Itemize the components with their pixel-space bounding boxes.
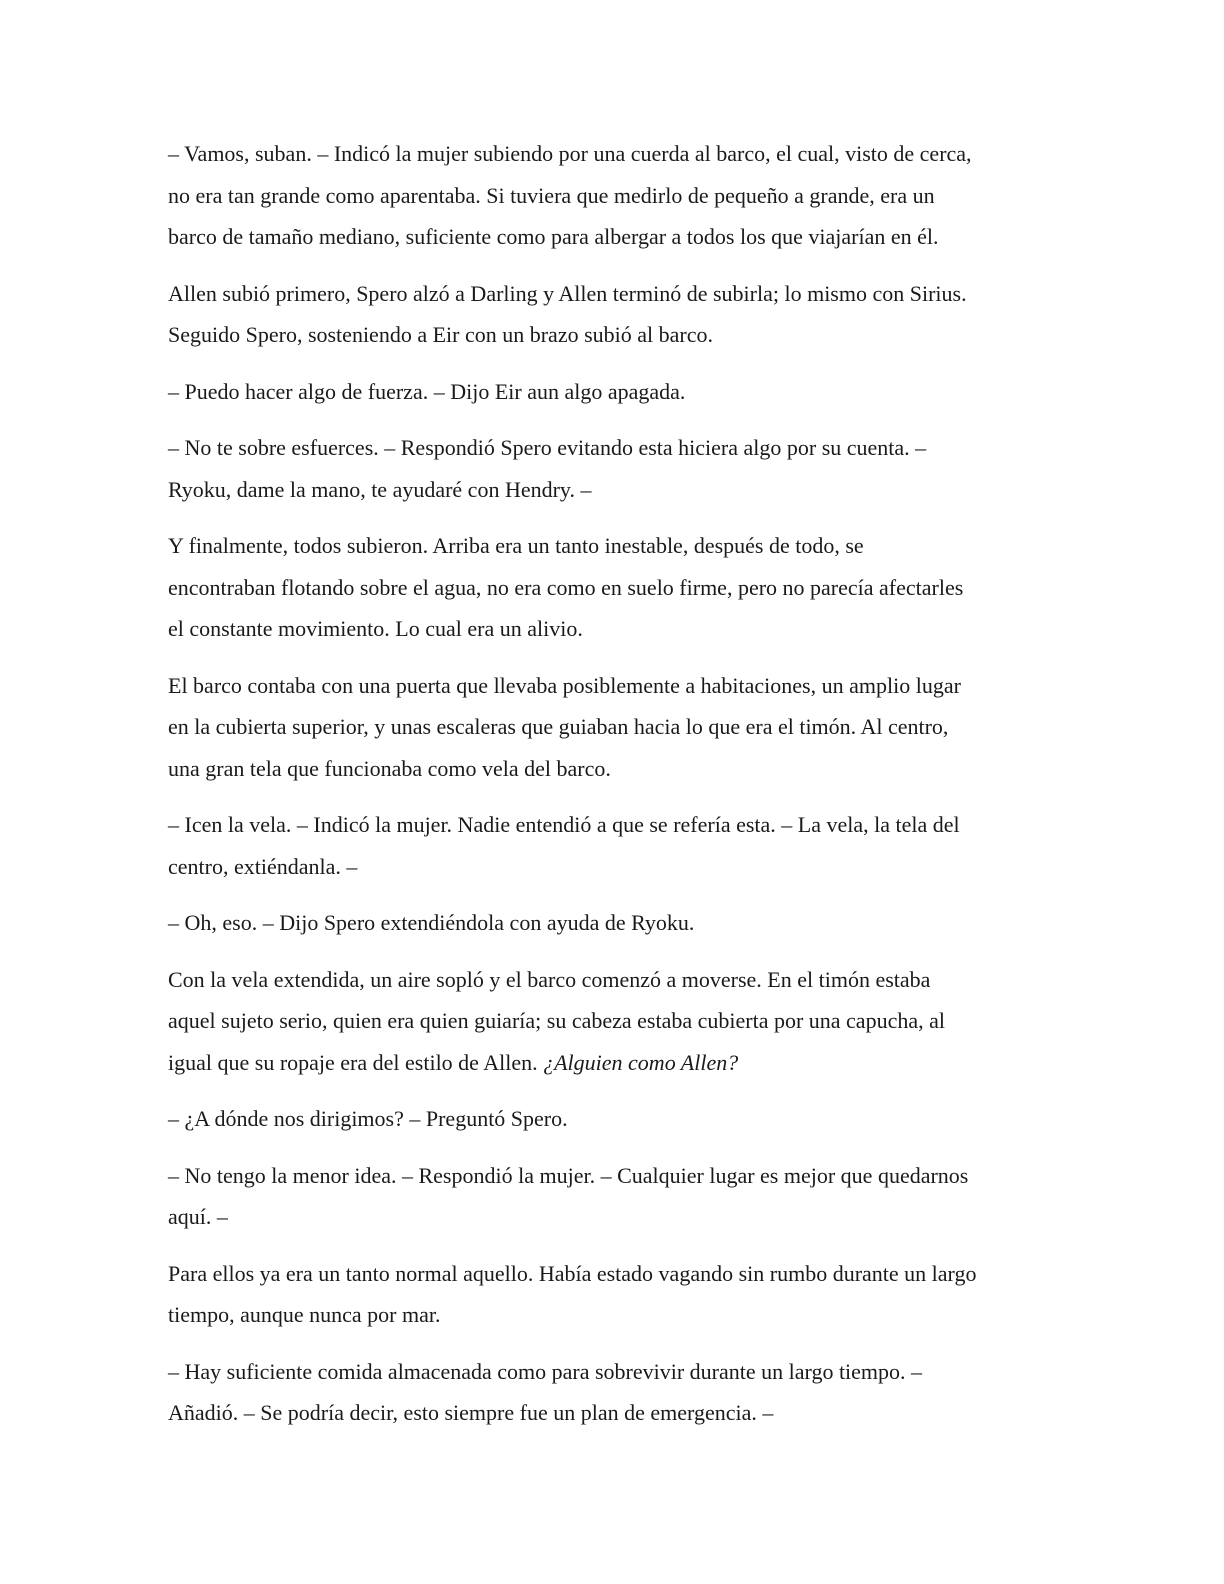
text-line: en la cubierta superior, y unas escaleras que guiaban hacia lo que era el timón. Al centro, bbox=[168, 714, 949, 739]
text-line: Con la vela extendida, un aire sopló y el barco comenzó a moverse. En el timón estaba bbox=[168, 966, 931, 992]
text-line: Allen subió primero, Spero alzó a Darling y Allen terminó de subirla; lo mismo con Sirius. bbox=[168, 280, 967, 306]
text-line: una gran tela que funcionaba como vela del barco. bbox=[168, 755, 611, 781]
text-line: no era tan grande como aparentaba. Si tuviera que medirlo de pequeño a grande, era un bbox=[168, 182, 935, 208]
italic-thought: ¿Alguien como Allen? bbox=[543, 1049, 739, 1075]
paragraph bbox=[168, 665, 1048, 790]
text-line: Añadió. – Se podría decir, esto siempre fue un plan de emergencia. – bbox=[168, 1400, 774, 1425]
text-line: barco de tamaño mediano, suficiente como para albergar a todos los que viajarían en él. bbox=[168, 224, 939, 249]
text-line bbox=[168, 1042, 1048, 1084]
text-line: – Puedo hacer algo de fuerza. – Dijo Eir aun algo apagada. bbox=[168, 378, 686, 404]
text-line: – No tengo la menor idea. – Respondió la mujer. – Cualquier lugar es mejor que quedarnos bbox=[168, 1162, 969, 1188]
text-segment: igual que su ropaje era del estilo de Allen. bbox=[168, 1049, 544, 1075]
text-line: centro, extiéndanla. – bbox=[168, 853, 358, 879]
text-line: Y finalmente, todos subieron. Arriba era un tanto inestable, después de todo, se bbox=[168, 533, 864, 558]
paragraph bbox=[168, 273, 1048, 356]
paragraph bbox=[168, 371, 1048, 413]
paragraph bbox=[168, 959, 1048, 1084]
paragraph bbox=[168, 427, 1048, 510]
text-line: aquí. – bbox=[168, 1204, 228, 1229]
text-line: Seguido Spero, sosteniendo a Eir con un brazo subió al barco. bbox=[168, 322, 713, 347]
document-page bbox=[168, 133, 1048, 1449]
text-line: – No te sobre esfuerces. – Respondió Spero evitando esta hiciera algo por su cuenta. – bbox=[168, 435, 927, 460]
text-line: El barco contaba con una puerta que llevaba posiblemente a habitaciones, un amplio lugar bbox=[168, 672, 961, 698]
paragraph bbox=[168, 1098, 1048, 1140]
text-line: aquel sujeto serio, quien era quien guiaría; su cabeza estaba cubierta por una capucha, al bbox=[168, 1008, 945, 1033]
paragraph bbox=[168, 902, 1048, 944]
text-line: tiempo, aunque nunca por mar. bbox=[168, 1302, 441, 1327]
paragraph bbox=[168, 1253, 1048, 1336]
paragraph bbox=[168, 525, 1048, 650]
text-line: – ¿A dónde nos dirigimos? – Preguntó Spero. bbox=[168, 1106, 568, 1131]
paragraph bbox=[168, 133, 1048, 258]
text-line: Para ellos ya era un tanto normal aquello. Había estado vagando sin rumbo durante un largo bbox=[168, 1260, 977, 1286]
paragraph bbox=[168, 1351, 1048, 1434]
text-line: Ryoku, dame la mano, te ayudaré con Hendry. – bbox=[168, 476, 592, 502]
text-line: el constante movimiento. Lo cual era un alivio. bbox=[168, 616, 583, 641]
paragraph bbox=[168, 1155, 1048, 1238]
text-line: – Hay suficiente comida almacenada como para sobrevivir durante un largo tiempo. – bbox=[168, 1358, 923, 1384]
text-line: – Vamos, suban. – Indicó la mujer subiendo por una cuerda al barco, el cual, visto de cerca, bbox=[168, 141, 972, 166]
text-line: – Icen la vela. – Indicó la mujer. Nadie entendió a que se refería esta. – La vela, la tela del bbox=[168, 812, 960, 837]
paragraph bbox=[168, 804, 1048, 887]
text-line: – Oh, eso. – Dijo Spero extendiéndola con ayuda de Ryoku. bbox=[168, 910, 695, 935]
text-line: encontraban flotando sobre el agua, no era como en suelo firme, pero no parecía afectarles bbox=[168, 574, 964, 600]
